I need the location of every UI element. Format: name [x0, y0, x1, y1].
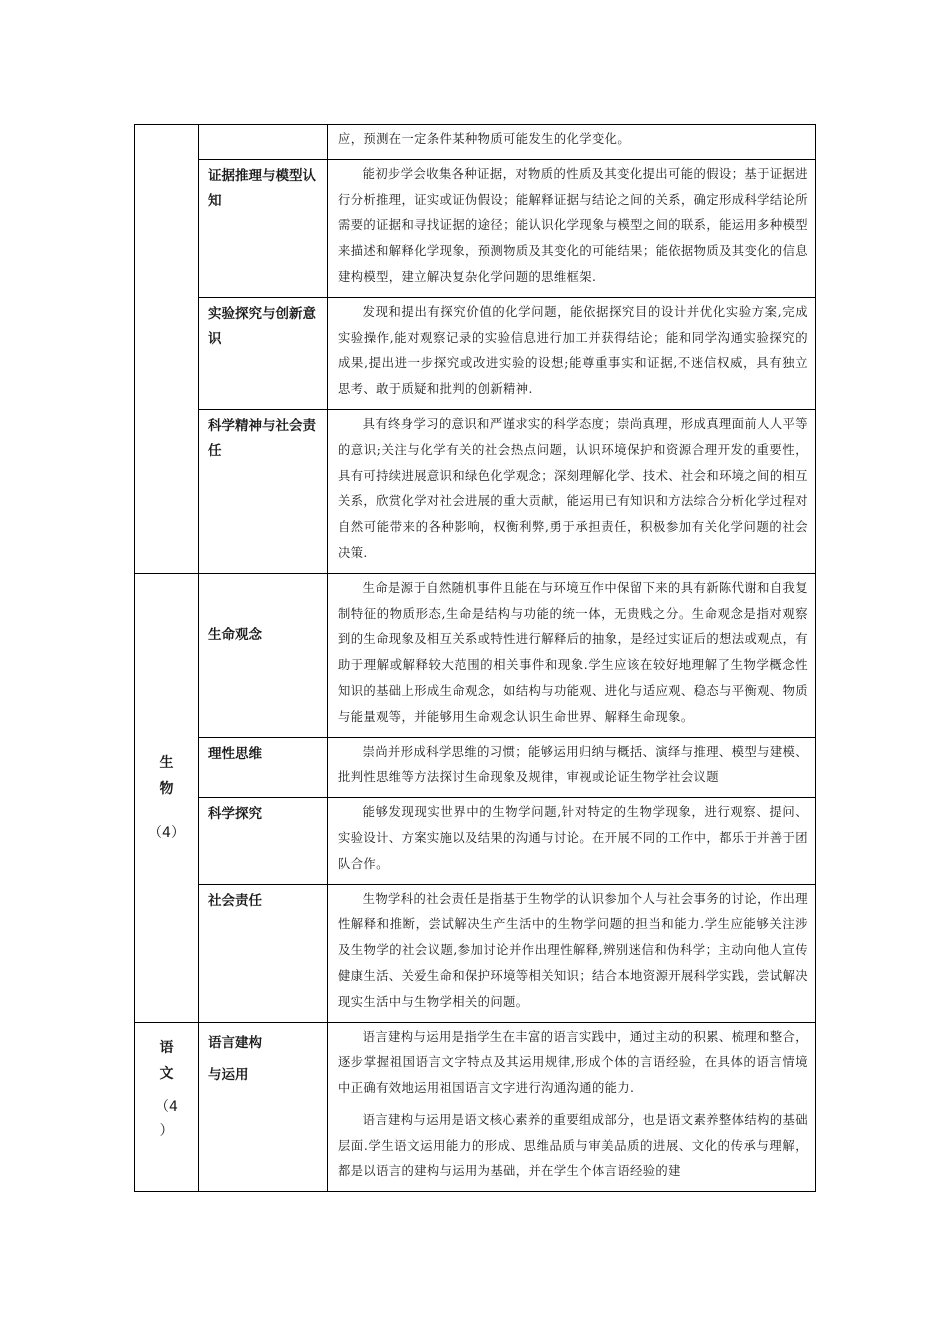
- competency-description-cell: [328, 573, 816, 737]
- subject-number: （4 ）: [155, 1098, 178, 1139]
- competency-label: 科学探究: [199, 798, 328, 884]
- table-row: [135, 409, 816, 573]
- competency-description-cell: [328, 737, 816, 798]
- subject-number: （4）: [148, 824, 185, 841]
- competency-label: 证据推理与模型认知: [199, 159, 328, 297]
- description-text: 崇尚并形成科学思维的习惯；能够运用归纳与概括、演绎与推理、模型与建模、批判性思维等方法探讨生命现象及规律，审视或论证生物学社会议题: [338, 744, 808, 785]
- subject-char: 文: [159, 1065, 174, 1082]
- subject-char: 物: [159, 780, 174, 797]
- competency-description-cell: [328, 409, 816, 573]
- subject-cell-chinese: [135, 1022, 199, 1192]
- table-row: [135, 159, 816, 297]
- subject-name: [155, 1035, 178, 1143]
- competency-description-cell: [328, 297, 816, 409]
- table-row: [135, 737, 816, 798]
- description-text: 能初步学会收集各种证据，对物质的性质及其变化提出可能的假设；基于证据进行分析推理，证实或证伪假设；能解释证据与结论之间的关系，确定形成科学结论所需要的证据和寻找证据的途径；能认识化学现象与模型之间的联系，能运用多种模型来描述和解释化学现象，预测物质及其变化的可能结果；能依据物质及其变化的信息建构模型，建立解决复杂化学问题的思维框架.: [338, 166, 808, 284]
- subject-cell-chemistry: [135, 125, 199, 574]
- table-row: [135, 297, 816, 409]
- table-row: [135, 798, 816, 884]
- competency-label-cell: [199, 125, 328, 160]
- table-row: [135, 125, 816, 160]
- core-competency-table: [134, 124, 816, 1192]
- subject-name: [148, 750, 185, 846]
- table-row: [135, 884, 816, 1022]
- competency-description-cell: [328, 884, 816, 1022]
- description-text: 能够发现现实世界中的生物学问题,针对特定的生物学现象，进行观察、提问、实验设计、方案实施以及结果的沟通与讨论。在开展不同的工作中，都乐于并善于团队合作。: [338, 805, 808, 871]
- table-row: [135, 573, 816, 737]
- competency-description-cell: [328, 159, 816, 297]
- table-row: [135, 1022, 816, 1192]
- subject-char: 生: [159, 754, 174, 771]
- description-text: 生物学科的社会责任是指基于生物学的认识参加个人与社会事务的讨论，作出理性解释和推断，尝试解决生产生活中的生物学问题的担当和能力.学生应能够关注涉及生物学的社会议题,参加讨论并作出理性解释,辨别迷信和伪科学；主动向他人宣传健康生活、关爱生命和保护环境等相关知识；结合本地资源开展科学实践，尝试解决现实生活中与生物学相关的问题。: [338, 891, 808, 1009]
- competency-label: 语言建构 与运用: [199, 1022, 328, 1192]
- description-text: 生命是源于自然随机事件且能在与环境互作中保留下来的具有新陈代谢和自我复制特征的物质形态,生命是结构与功能的统一体，无贵贱之分。生命观念是指对观察到的生命现象及相互关系或特性进行解释后的抽象，是经过实证后的想法或观点，有助于理解或解释较大范围的相关事件和现象.学生应该在较好地理解了生物学概念性知识的基础上形成生命观念，如结构与功能观、进化与适应观、稳态与平衡观、物质与能量观等，并能够用生命观念认识生命世界、解释生命现象。: [338, 580, 808, 724]
- description-text: 语言建构与运用是指学生在丰富的语言实践中，通过主动的积累、梳理和整合，逐步掌握祖国语言文字特点及其运用规律,形成个体的言语经验，在具体的语言情境中正确有效地运用祖国语言文字进行沟通沟通的能力.: [338, 1029, 808, 1096]
- competency-label: 实验探究与创新意识: [199, 297, 328, 409]
- description-text: 语言建构与运用是语文核心素养的重要组成部分，也是语文素养整体结构的基础层面.学生语文运用能力的形成、思维品质与审美品质的进展、文化的传承与理解，都是以语言的建构与运用为基础，并在学生个体言语经验的建: [338, 1112, 808, 1179]
- subject-cell-biology: [135, 573, 199, 1022]
- description-text: 发现和提出有探究价值的化学问题，能依据探究目的设计并优化实验方案,完成实验操作,能对观察记录的实验信息进行加工并获得结论；能和同学沟通实验探究的成果,提出进一步探究或改进实验的设想;能尊重事实和证据,不迷信权威，具有独立思考、敢于质疑和批判的创新精神.: [338, 304, 808, 397]
- competency-label: 生命观念: [199, 573, 328, 737]
- description-text: 应，预测在一定条件某种物质可能发生的化学变化。: [338, 132, 631, 146]
- description-text: 具有终身学习的意识和严谨求实的科学态度；崇尚真理，形成真理面前人人平等的意识;关注与化学有关的社会热点问题，认识环境保护和资源合理开发的重要性，具有可持续进展意识和绿色化学观念；深刻理解化学、技术、社会和环境之间的相互关系，欣赏化学对社会进展的重大贡献，能运用已有知识和方法综合分析化学过程对自然可能带来的各种影响，权衡利弊,勇于承担责任，积极参加有关化学问题的社会决策.: [338, 416, 808, 560]
- competency-description-cell: [328, 1022, 816, 1192]
- competency-label: 社会责任: [199, 884, 328, 1022]
- subject-char: 语: [159, 1039, 174, 1056]
- competency-description-cell: [328, 125, 816, 160]
- competency-label: 科学精神与社会责任: [199, 409, 328, 573]
- competency-description-cell: [328, 798, 816, 884]
- competency-label: 理性思维: [199, 737, 328, 798]
